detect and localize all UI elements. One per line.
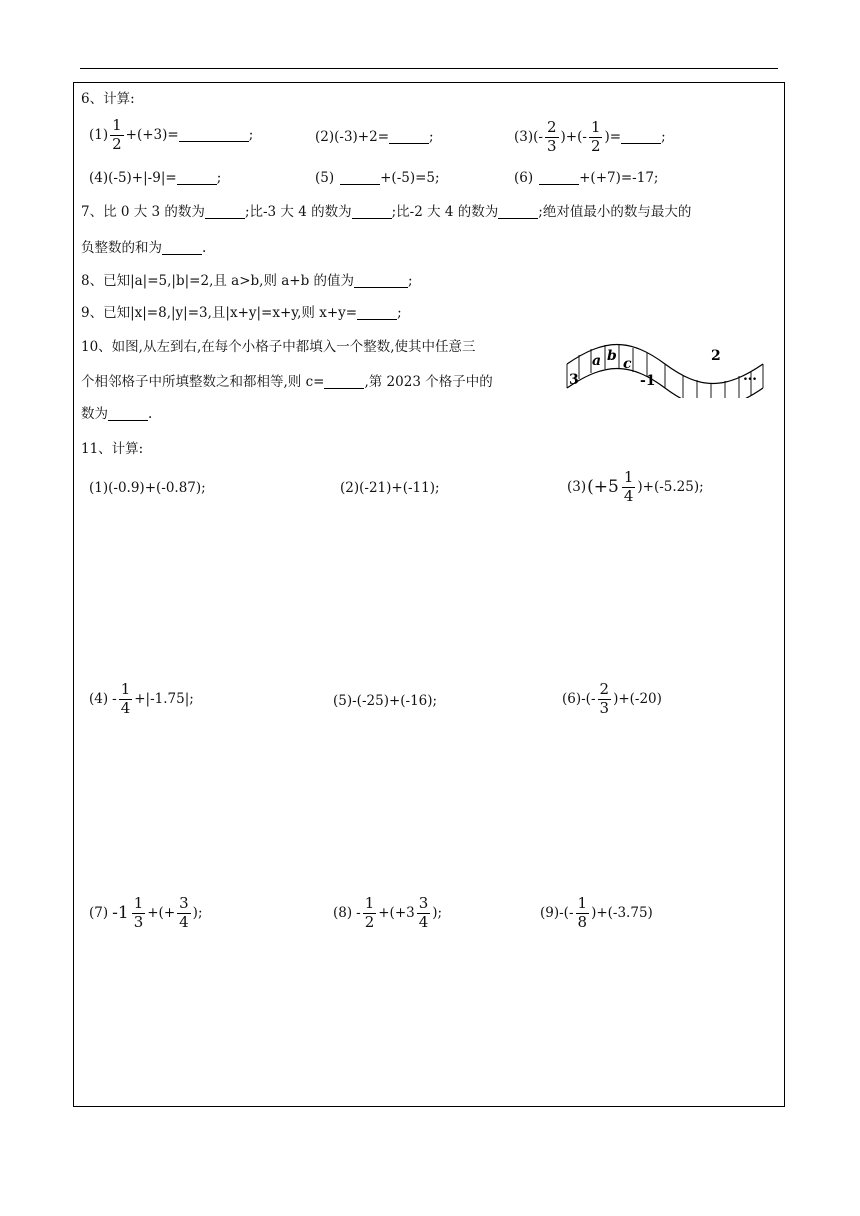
q8-text: 8、已知|a|=5,|b|=2,且 a>b,则 a+b 的值为 ; bbox=[81, 273, 413, 289]
answer-blank[interactable] bbox=[389, 131, 429, 144]
q11-part-1: (1)(-0.9)+(-0.87); bbox=[89, 480, 206, 496]
fraction: $\frac{1}{8}$ bbox=[577, 894, 588, 931]
answer-blank[interactable] bbox=[354, 275, 408, 288]
q11-part-9: (9) -(- $\frac{1}{8}$ )+(-3.75) bbox=[540, 894, 653, 931]
cell-label: -1 bbox=[640, 373, 656, 389]
header-rule bbox=[80, 68, 778, 69]
fraction: $\frac{1}{3}$ bbox=[133, 894, 144, 931]
q6-part-3: (3) (- $\frac{2}{3}$ )+(- $\frac{1}{2}$ )= ; bbox=[514, 118, 666, 155]
q10-line-1: 10、如图,从左到右,在每个小格子中都填入一个整数,使其中任意三 bbox=[81, 339, 476, 355]
q11-part-5: (5)-(-25)+(-16); bbox=[333, 693, 438, 709]
cell-label: … bbox=[743, 368, 757, 384]
q6-part-1: (1) $\frac{1}{2}$ +(+3)= ; bbox=[89, 116, 254, 153]
q9-text: 9、已知|x|=8,|y|=3,且|x+y|=x+y,则 x+y= ; bbox=[81, 305, 402, 321]
answer-blank[interactable] bbox=[539, 172, 579, 185]
answer-blank[interactable] bbox=[108, 408, 148, 421]
fraction: $\frac{2}{3}$ bbox=[599, 680, 610, 717]
answer-blank[interactable] bbox=[498, 206, 538, 219]
cell-label: a bbox=[592, 353, 602, 369]
q11-part-8: (8) - $\frac{1}{2}$ +(+3 $\frac{3}{4}$ ); bbox=[333, 894, 443, 931]
answer-blank[interactable] bbox=[340, 172, 380, 185]
fraction: $\frac{3}{4}$ bbox=[179, 894, 189, 931]
fraction: $\frac{1}{2}$ bbox=[590, 118, 601, 155]
answer-blank[interactable] bbox=[162, 242, 202, 255]
q10-line-3: 数为 . bbox=[81, 406, 153, 422]
fraction: $\frac{1}{4}$ bbox=[623, 468, 634, 505]
q6-part-6: (6) +(+7)=-17; bbox=[514, 170, 659, 186]
answer-blank[interactable] bbox=[179, 129, 249, 142]
q11-part-7: (7) -1 $\frac{1}{3}$ +(+ $\frac{3}{4}$ ); bbox=[89, 894, 203, 931]
answer-blank[interactable] bbox=[177, 172, 217, 185]
cell-label: c bbox=[623, 356, 632, 372]
answer-blank[interactable] bbox=[621, 131, 661, 144]
worksheet-frame bbox=[73, 82, 785, 1107]
q10-line-2: 个相邻格子中所填整数之和都相等,则 c= ,第 2023 个格子中的 bbox=[81, 374, 493, 390]
fraction: $\frac{3}{4}$ bbox=[418, 894, 429, 931]
q7-line-1: 7、比 0 大 3 的数为 ;比-3 大 4 的数为 ;比-2 大 4 的数为 ;绝对值最小的数与最大的 bbox=[81, 204, 692, 220]
q6-title: 6、计算: bbox=[81, 91, 135, 107]
fraction: $\frac{1}{2}$ bbox=[112, 116, 122, 153]
q11-part-2: (2)(-21)+(-11); bbox=[340, 480, 440, 496]
wave-labels bbox=[569, 348, 757, 389]
answer-blank[interactable] bbox=[352, 206, 392, 219]
fraction: $\frac{1}{2}$ bbox=[364, 894, 375, 931]
q6-part-5: (5) +(-5)=5; bbox=[315, 170, 440, 186]
q6-part-2: (2)(-3)+2= ; bbox=[315, 129, 434, 145]
wave-grid-figure bbox=[565, 338, 765, 398]
q6-part-4: (4)(-5)+|-9|= ; bbox=[89, 170, 222, 186]
answer-blank[interactable] bbox=[205, 206, 245, 219]
cell-label: 3 bbox=[569, 372, 579, 388]
cell-label: 2 bbox=[711, 348, 721, 364]
q11-title: 11、计算: bbox=[81, 441, 144, 457]
fraction: $\frac{1}{4}$ bbox=[120, 680, 131, 717]
q11-part-3: (3) (+5 $\frac{1}{4}$ )+(-5.25); bbox=[567, 468, 704, 505]
answer-blank[interactable] bbox=[357, 307, 397, 320]
q11-part-4: (4) - $\frac{1}{4}$ +|-1.75|; bbox=[89, 680, 194, 717]
answer-blank[interactable] bbox=[324, 376, 364, 389]
cell-label: b bbox=[607, 348, 617, 364]
q11-part-6: (6) -(- $\frac{2}{3}$ )+(-20) bbox=[562, 680, 662, 717]
fraction: $\frac{2}{3}$ bbox=[546, 118, 557, 155]
q7-line-2: 负整数的和为 . bbox=[81, 240, 207, 256]
